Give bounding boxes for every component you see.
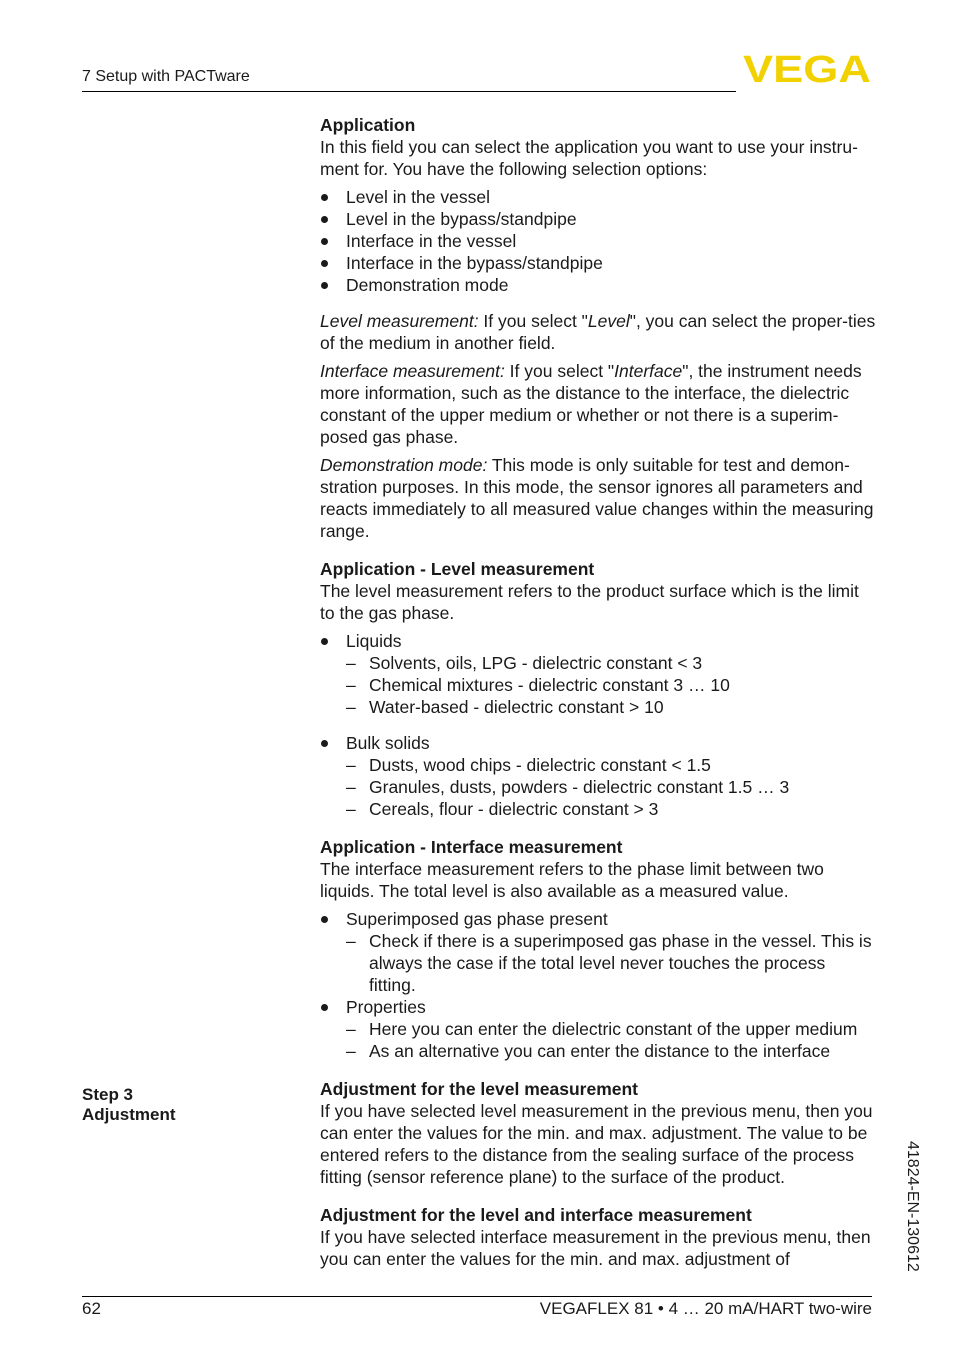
properties-sublist — [346, 1018, 876, 1062]
vega-logo — [742, 52, 872, 84]
liquids-sublist — [346, 652, 876, 718]
svg-text:VEGA: VEGA — [743, 52, 871, 84]
list-item: – As an alternative you can enter the distance to the interface — [346, 1040, 876, 1062]
demonstration-mode-paragraph: Demonstration mode: This mode is only suitable for test and demon-stration purposes. In this mode, the sensor ignores all parameters and reacts immediately to all measured value changes within the measuring range. — [320, 455, 874, 541]
page-number: 62 — [82, 1299, 101, 1318]
adjustment-level-text: If you have selected level measurement in the previous menu, then you can enter the values for the min. and max. adjustment. The value to be entered refers to the distance from the sealing surface of the process fitting (sensor reference plane) to the surface of the product. — [320, 1101, 873, 1187]
demo-label: Demonstration mode: — [320, 455, 488, 475]
interface-measurement-paragraph: Interface measurement: If you select "Interface", the instrument needs more information, such as the distance to the interface, the dielectric constant of the upper medium or whether or not there is a superim-posed gas phase. — [320, 361, 862, 447]
list-item: Demonstration mode — [320, 274, 876, 296]
step-title: Adjustment — [82, 1105, 176, 1124]
footer-product: VEGAFLEX 81 • 4 … 20 mA/HART two-wire — [539, 1299, 872, 1318]
application-interface-text: The interface measurement refers to the phase limit between two liquids. The total level is also available as a measured value. — [320, 859, 824, 901]
adjustment-interface-text: If you have selected interface measurement in the previous menu, then you can enter the values for the min. and max. adjustment of — [320, 1227, 871, 1269]
list-item-gas-phase: Superimposed gas phase present – Check if there is a superimposed gas phase in the vessel. This is always the case if the total level never touches the process fitting. — [320, 908, 876, 996]
list-item-properties: Properties – Here you can enter the dielectric constant of the upper medium – As an alternative you can enter the distance to the interface — [320, 996, 876, 1062]
gas-sublist — [346, 930, 876, 996]
list-item-bulk-solids: Bulk solids – Dusts, wood chips - dielectric constant < 1.5 – Granules, dusts, powders - dielectric constant 1.5 … 3 – Cereals, flour - dielectric constant > 3 — [320, 732, 876, 820]
step-sidebar-label — [82, 1085, 176, 1125]
bulk-sublist — [346, 754, 876, 820]
list-item: – Solvents, oils, LPG - dielectric constant < 3 — [346, 652, 876, 674]
list-item: – Cereals, flour - dielectric constant > 3 — [346, 798, 876, 820]
level-measurement-paragraph: Level measurement: If you select "Level", you can select the proper-ties of the medium in another field. — [320, 311, 876, 353]
list-item: – Here you can enter the dielectric constant of the upper medium — [346, 1018, 876, 1040]
list-item: – Chemical mixtures - dielectric constant 3 … 10 — [346, 674, 876, 696]
list-item: – Dusts, wood chips - dielectric constant < 1.5 — [346, 754, 876, 776]
bulk-media-list — [320, 732, 876, 820]
adjustment-level-heading: Adjustment for the level measurement — [320, 1079, 638, 1099]
document-id: 41824-EN-130612 — [904, 1141, 921, 1272]
footer-rule — [82, 1296, 872, 1297]
list-item: – Check if there is a superimposed gas phase in the vessel. This is always the case if the total level never touches the process fitting. — [346, 930, 876, 996]
main-content — [320, 114, 876, 1270]
level-media-list — [320, 630, 876, 718]
list-item: Level in the bypass/standpipe — [320, 208, 876, 230]
application-intro: In this field you can select the application you want to use your instru-ment for. You have the following selection options: — [320, 137, 858, 179]
step-number: Step 3 — [82, 1085, 134, 1104]
header-rule — [82, 91, 736, 92]
application-level-heading: Application - Level measurement — [320, 559, 595, 579]
header-section-title: 7 Setup with PACTware — [82, 68, 250, 85]
application-interface-heading: Application - Interface measurement — [320, 837, 623, 857]
list-item: – Granules, dusts, powders - dielectric constant 1.5 … 3 — [346, 776, 876, 798]
list-item: Interface in the vessel — [320, 230, 876, 252]
list-item: – Water-based - dielectric constant > 10 — [346, 696, 876, 718]
adjustment-interface-heading: Adjustment for the level and interface measurement — [320, 1205, 752, 1225]
list-item: Level in the vessel — [320, 186, 876, 208]
interface-label: Interface measurement: — [320, 361, 505, 381]
interface-options-list — [320, 908, 876, 1062]
application-heading: Application — [320, 115, 416, 135]
application-options-list — [320, 186, 876, 296]
list-item: Interface in the bypass/standpipe — [320, 252, 876, 274]
list-item-liquids: Liquids – Solvents, oils, LPG - dielectric constant < 3 – Chemical mixtures - dielectric constant 3 … 10 – Water-based - dielectric constant > 10 — [320, 630, 876, 718]
level-label: Level measurement: — [320, 311, 479, 331]
application-level-text: The level measurement refers to the product surface which is the limit to the gas phase. — [320, 581, 859, 623]
